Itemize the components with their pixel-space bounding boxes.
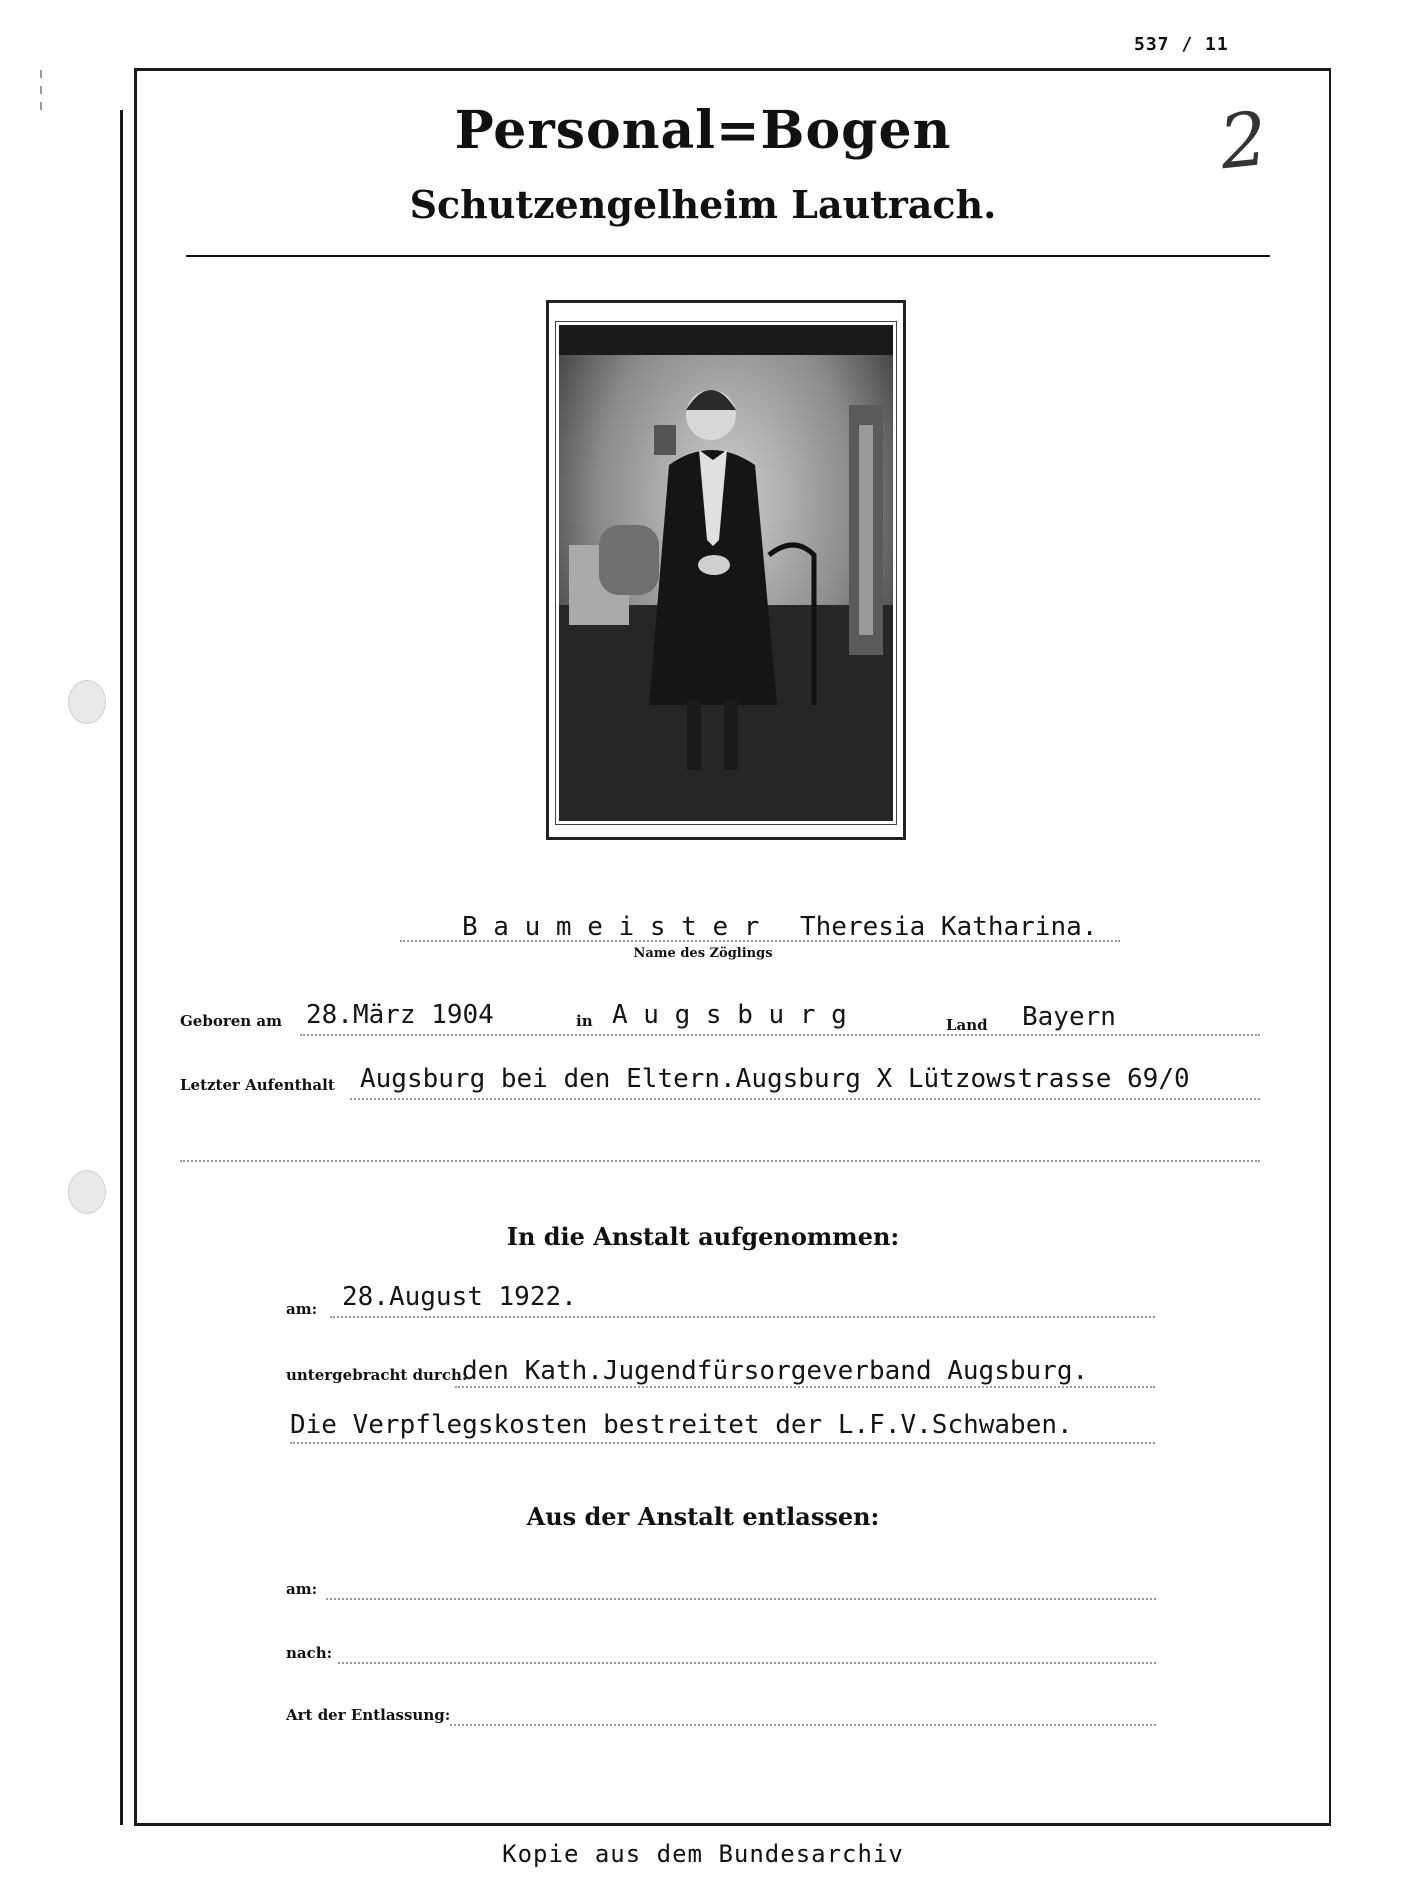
name-line (400, 940, 1120, 942)
form-title: Personal=Bogen (454, 100, 952, 161)
surname-value: B a u m e i s t e r (462, 912, 760, 942)
handwritten-page-number: 2 (1215, 95, 1272, 187)
given-name-value: Theresia Katharina. (800, 912, 1098, 942)
birth-place-label: in (576, 1012, 593, 1030)
discharge-to-label: nach: (286, 1644, 333, 1662)
placed-by-line (455, 1386, 1155, 1388)
last-stay-line (350, 1098, 1260, 1100)
punch-hole (68, 1170, 106, 1214)
extra-line (180, 1160, 1260, 1162)
discharge-type-label: Art der Entlassung: (286, 1706, 451, 1724)
admission-date-label: am: (286, 1300, 318, 1318)
birth-date-label: Geboren am (180, 1012, 283, 1030)
discharge-type-line (450, 1724, 1156, 1726)
discharge-to-line (338, 1662, 1156, 1664)
placed-by-label: untergebracht durch: (286, 1366, 468, 1384)
frame-edge (120, 110, 123, 1825)
discharge-date-label: am: (286, 1580, 318, 1598)
admission-heading: In die Anstalt aufgenommen: (506, 1222, 900, 1251)
birth-line (300, 1034, 1260, 1036)
admission-date-value: 28.August 1922. (342, 1282, 577, 1312)
placed-by-value: den Kath.Jugendfürsorgeverband Augsburg. (462, 1356, 1089, 1386)
archive-footer: Kopie aus dem Bundesarchiv (502, 1840, 904, 1868)
cost-line-value: Die Verpflegskosten bestreitet der L.F.V.Schwaben. (290, 1410, 1073, 1440)
name-label: Name des Zöglings (633, 946, 773, 961)
punch-hole (68, 680, 106, 724)
land-value: Bayern (1022, 1002, 1116, 1032)
land-label: Land (946, 1016, 988, 1034)
admission-date-line (330, 1316, 1155, 1318)
discharge-heading: Aus der Anstalt entlassen: (526, 1502, 880, 1531)
header-rule (186, 255, 1270, 257)
last-stay-value: Augsburg bei den Eltern.Augsburg X Lützowstrasse 69/0 (360, 1064, 1190, 1094)
birth-place-value: A u g s b u r g (612, 1000, 847, 1030)
birth-date-value: 28.März 1904 (306, 1000, 494, 1030)
last-stay-label: Letzter Aufenthalt (180, 1076, 335, 1094)
discharge-date-line (326, 1598, 1156, 1600)
form-subtitle: Schutzengelheim Lautrach. (409, 182, 997, 227)
archive-reference: 537 / 11 (1134, 34, 1229, 55)
portrait-photo-icon (556, 322, 896, 824)
cost-line (290, 1442, 1155, 1444)
